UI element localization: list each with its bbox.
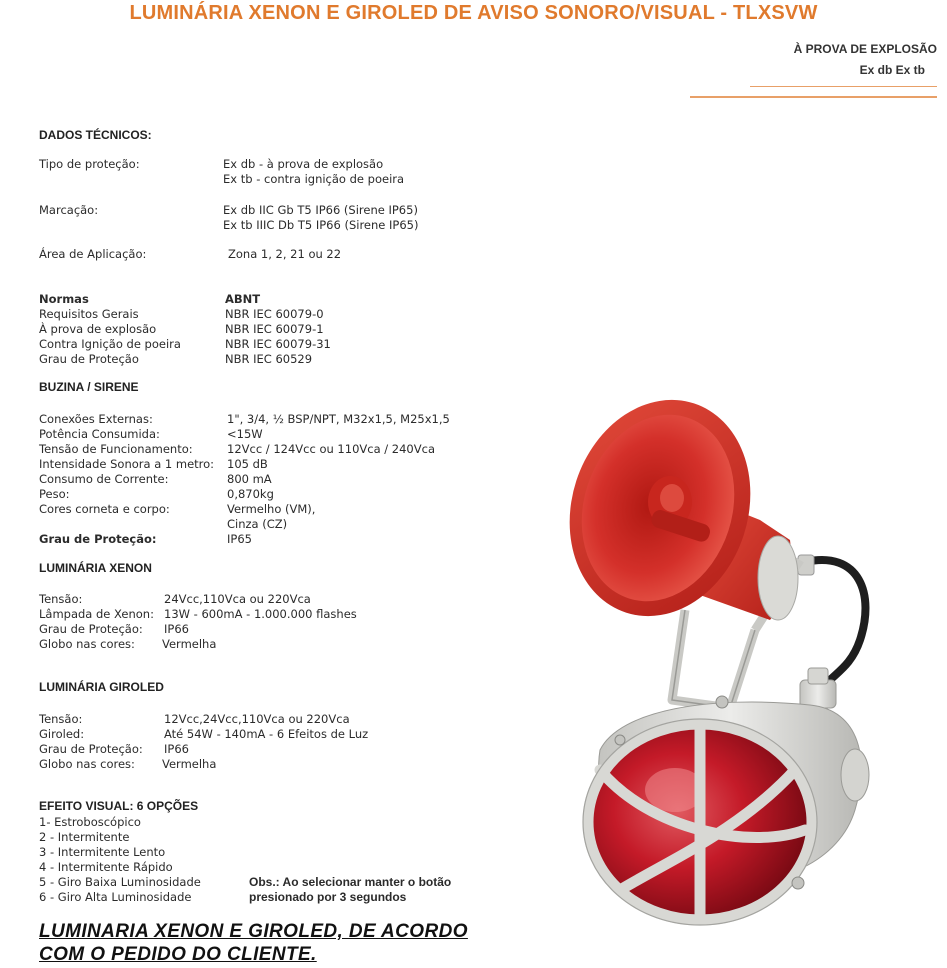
marcacao-value-2: Ex tb IIIC Db T5 IP66 (Sirene IP65) (223, 218, 419, 232)
buzina-value: 1", 3/4, ½ BSP/NPT, M32x1,5, M25x1,5 (227, 412, 450, 426)
xenon-value: IP66 (164, 622, 189, 636)
marcacao-value-1: Ex db IIC Gb T5 IP66 (Sirene IP65) (223, 203, 418, 217)
normas-label: Grau de Proteção (39, 352, 139, 366)
obs-line-2: presionado por 3 segundos (249, 890, 407, 904)
footer-line-2: COM O PEDIDO DO CLIENTE. (39, 944, 317, 965)
efeito-item: 4 - Intermitente Rápido (39, 860, 173, 874)
giroled-label: Tensão: (39, 712, 83, 726)
buzina-label: Tensão de Funcionamento: (39, 442, 193, 456)
page-title: LUMINÁRIA XENON E GIROLED DE AVISO SONORO/VISUAL - TLXSVW (129, 2, 818, 24)
buzina-value: 12Vcc / 124Vcc ou 110Vca / 240Vca (227, 442, 435, 456)
xenon-heading: LUMINÁRIA XENON (39, 561, 152, 575)
efeito-item: 5 - Giro Baixa Luminosidade (39, 875, 201, 889)
protecao-value-1: Ex db - à prova de explosão (223, 157, 384, 171)
normas-label: Contra Ignição de poeira (39, 337, 181, 351)
buzina-value: Vermelho (VM), (227, 502, 316, 516)
giroled-label: Globo nas cores: (39, 757, 135, 771)
marcacao-label: Marcação: (39, 203, 99, 217)
giroled-heading: LUMINÁRIA GIROLED (39, 680, 164, 694)
buzina-label: Consumo de Corrente: (39, 472, 169, 486)
protecao-label: Tipo de proteção: (39, 157, 140, 171)
efeito-item: 2 - Intermitente (39, 830, 130, 844)
area-label: Área de Aplicação: (39, 247, 147, 261)
horn-back-cap (758, 536, 798, 620)
normas-value: NBR IEC 60079-31 (225, 337, 331, 351)
xenon-label: Tensão: (39, 592, 83, 606)
buzina-label: Conexões Externas: (39, 412, 153, 426)
normas-value: NBR IEC 60079-1 (225, 322, 324, 336)
buzina-value: 105 dB (227, 457, 268, 471)
obs-line-1: Obs.: Ao selecionar manter o botão (249, 875, 452, 889)
normas-label: À prova de explosão (39, 322, 157, 336)
buzina-value: <15W (227, 427, 263, 441)
giroled-value: 12Vcc,24Vcc,110Vca ou 220Vca (164, 712, 350, 726)
area-value: Zona 1, 2, 21 ou 22 (228, 247, 342, 261)
normas-abnt: ABNT (225, 292, 261, 306)
normas-value: NBR IEC 60079-0 (225, 307, 324, 321)
buzina-grau-label: Grau de Proteção: (39, 532, 157, 546)
giroled-value: Até 54W - 140mA - 6 Efeitos de Luz (164, 727, 369, 741)
xenon-value: 24Vcc,110Vca ou 220Vca (164, 592, 311, 606)
header-rule-short (750, 86, 937, 87)
buzina-label: Peso: (39, 487, 70, 501)
xenon-label: Grau de Proteção: (39, 622, 143, 636)
giroled-value: IP66 (164, 742, 189, 756)
footer-line-1: LUMINARIA XENON E GIROLED, DE ACORDO (39, 921, 468, 942)
normas-value: NBR IEC 60529 (225, 352, 313, 366)
buzina-value: 800 mA (227, 472, 272, 486)
buzina-label: Cores corneta e corpo: (39, 502, 170, 516)
buzina-grau-value: IP65 (227, 532, 252, 546)
normas-label: Requisitos Gerais (39, 307, 139, 321)
xenon-value: 13W - 600mA - 1.000.000 flashes (164, 607, 357, 621)
buzina-label: Intensidade Sonora a 1 metro: (39, 457, 215, 471)
dados-heading: DADOS TÉCNICOS: (39, 128, 152, 142)
xenon-label: Globo nas cores: (39, 637, 135, 651)
efeito-heading: EFEITO VISUAL: 6 OPÇÕES (39, 799, 199, 813)
buzina-cores-value-2: Cinza (CZ) (227, 517, 288, 531)
header-rule (690, 96, 937, 98)
giroled-label: Giroled: (39, 727, 85, 741)
giroled-label: Grau de Proteção: (39, 742, 143, 756)
explosion-proof-label: À PROVA DE EXPLOSÃO (793, 42, 937, 56)
buzina-value: 0,870kg (227, 487, 274, 501)
efeito-item: 6 - Giro Alta Luminosidade (39, 890, 192, 904)
efeito-item: 1- Estroboscópico (39, 815, 141, 829)
product-illustration (560, 390, 890, 955)
protection-code-label: Ex db Ex tb (859, 63, 925, 77)
normas-heading: Normas (39, 292, 89, 306)
giroled-value: Vermelha (162, 757, 217, 771)
xenon-value: Vermelha (162, 637, 217, 651)
protecao-value-2: Ex tb - contra ignição de poeira (223, 172, 405, 186)
buzina-heading: BUZINA / SIRENE (39, 380, 139, 394)
bracket (672, 610, 755, 708)
buzina-label: Potência Consumida: (39, 427, 160, 441)
xenon-label: Lâmpada de Xenon: (39, 607, 154, 621)
efeito-item: 3 - Intermitente Lento (39, 845, 166, 859)
